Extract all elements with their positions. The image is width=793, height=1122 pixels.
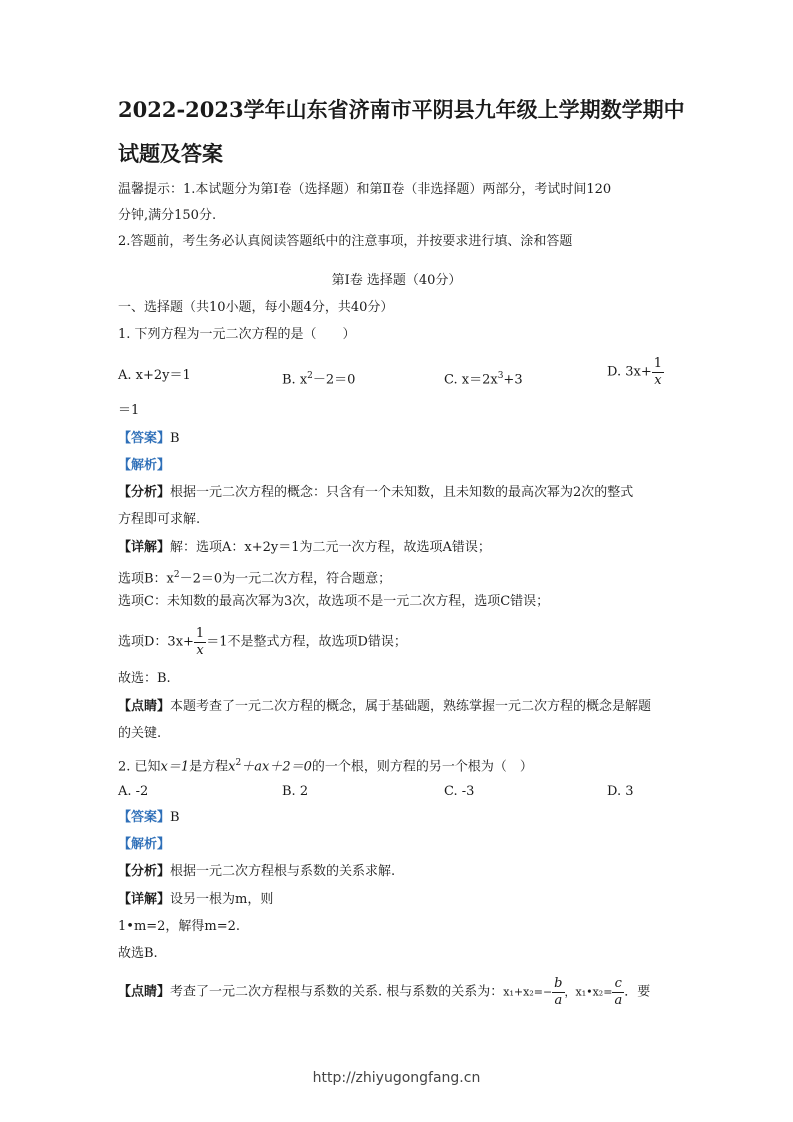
q1-option-b: B. $x^2-2=0$ [282,371,356,388]
section-title: 第Ⅰ卷 选择题（40分） [331,273,462,288]
tip-line-2: 分钟,满分150分. [118,208,217,223]
q1-dianjing-cont: 的关键. [118,726,162,741]
q1-option-d: D. 3x+ $\frac{1}{x}$ [607,356,663,388]
document-title-line-1: 2022-2023学年山东省济南市平阴县九年级上学期数学期中 [118,97,685,122]
q2-answer: 【答案】B [118,810,180,825]
q1-fenxi: 【分析】根据一元二次方程的概念：只含有一个未知数，且未知数的最高次幂为2次的整式 [118,485,634,500]
q1-xiangjie-3: 选项C：未知数的最高次幂为3次，故选项不是一元二次方程，选项C错误； [118,594,550,609]
q1-answer: 【答案】B [118,431,180,446]
q1-stem: 1. 下列方程为一元二次方程的是（ ） [118,327,356,342]
q1-xiangjie-1: 【详解】解：选项A：x+2y＝1为二元一次方程，故选项A错误； [118,540,491,555]
q2-option-c: C. -3 [444,784,475,799]
document-title-line-2: 试题及答案 [118,141,223,166]
q2-xiangjie-2: 1•m=2，解得m=2. [118,919,241,934]
q2-option-d: D. 3 [607,784,634,799]
tip-line-3: 2.答题前，考生务必认真阅读答题纸中的注意事项，并按要求进行填、涂和答题 [118,234,573,249]
q1-xiangjie-5: 故选：B. [118,671,171,686]
q2-option-a: A. -2 [118,784,149,799]
q1-analysis-heading: 【解析】 [118,458,171,473]
fraction: $\frac{1}{x}$ [653,356,663,388]
footer-url: http://zhiyugongfang.cn [312,1070,481,1086]
q2-xiangjie-3: 故选B. [118,946,158,961]
q1-fenxi-cont: 方程即可求解. [118,512,201,527]
part-title: 一、选择题（共10小题，每小题4分，共40分） [118,300,394,315]
tip-line-1: 温馨提示：1.本试题分为第Ⅰ卷（选择题）和第Ⅱ卷（非选择题）两部分，考试时间120 [118,182,612,197]
q1-xiangjie-4: 选项D：3x+ $\frac{1}{x}$ ＝1不是整式方程，故选项D错误； [118,626,407,658]
q2-dianjing: 【点睛】考查了一元二次方程根与系数的关系. 根与系数的关系为：x₁+x₂=− $\frac{b}{a}$ ，x₁•x₂= $\frac{c}{a}$ ．要 [118,976,651,1008]
q2-option-b: B. 2 [282,784,309,799]
fraction: $\frac{b}{a}$ [554,976,563,1008]
q1-option-a: A. x+2y＝1 [118,368,191,383]
q1-option-d-continued: ＝1 [118,403,140,418]
q1-xiangjie-2: 选项B：$x^2-2=0$为一元二次方程，符合题意； [118,570,392,587]
q2-xiangjie-1: 【详解】设另一根为m，则 [118,892,274,907]
q2-stem: 2. 已知x＝1是方程$x^2+ax+2=0$的一个根，则方程的另一个根为（ ） [118,758,533,775]
fraction: $\frac{1}{x}$ [195,626,205,658]
fraction: $\frac{c}{a}$ [614,976,623,1008]
q1-option-c: C. $x=2x^3+3$ [444,371,523,388]
q2-fenxi: 【分析】根据一元二次方程根与系数的关系求解. [118,864,396,879]
q2-analysis-heading: 【解析】 [118,837,171,852]
q1-dianjing: 【点睛】本题考查了一元二次方程的概念，属于基础题，熟练掌握一元二次方程的概念是解题 [118,699,652,714]
